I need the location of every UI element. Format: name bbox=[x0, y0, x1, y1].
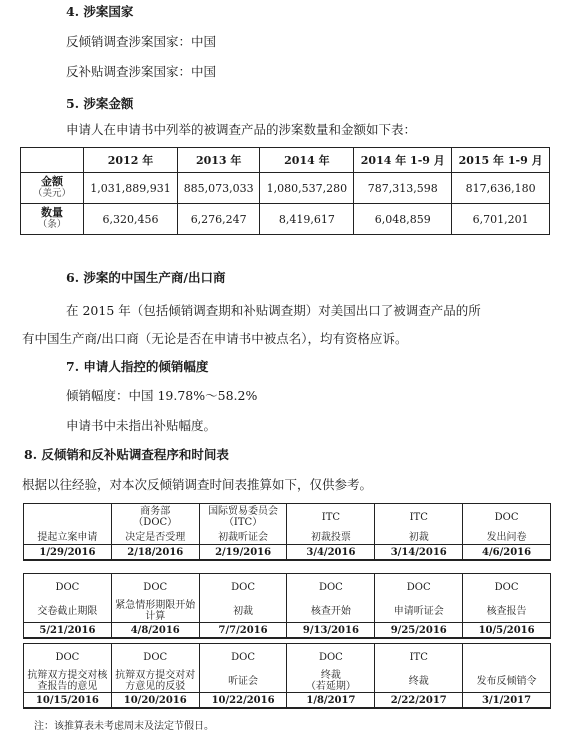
timeline-org-cell: DOC bbox=[463, 504, 551, 531]
amount-label: 金额 bbox=[41, 175, 63, 188]
timeline-org-cell bbox=[24, 504, 112, 531]
amount-unit: （美元） bbox=[32, 188, 71, 199]
timeline-event-cell: 紧急情形期限开始 计算 bbox=[111, 600, 199, 623]
amount-row-label bbox=[21, 173, 84, 204]
quantity-unit: （条） bbox=[37, 219, 67, 230]
timeline-events-row bbox=[24, 600, 551, 623]
timeline-org-cell: 国际贸易委员会 （ITC） bbox=[199, 504, 287, 531]
timeline-date-cell: 9/13/2016 bbox=[287, 623, 375, 639]
quantity-label: 数量 bbox=[41, 206, 63, 219]
amount-cell: 885,073,033 bbox=[177, 173, 259, 204]
timeline-org-cell bbox=[463, 644, 551, 671]
timeline-orgs-row bbox=[24, 574, 551, 601]
section-7-heading: 7. 申请人指控的倾销幅度 bbox=[66, 359, 209, 374]
timeline-event-cell: 听证会 bbox=[199, 670, 287, 693]
timeline-date-cell: 3/4/2016 bbox=[287, 545, 375, 561]
timeline-block-2 bbox=[23, 573, 551, 639]
timeline-event-cell: 终裁 （若延期） bbox=[287, 670, 375, 693]
amount-cell: 817,636,180 bbox=[452, 173, 550, 204]
cvd-country-line: 反补贴调查涉案国家：中国 bbox=[66, 64, 217, 79]
amount-table-corner bbox=[21, 148, 84, 173]
timeline-date-cell: 1/8/2017 bbox=[287, 693, 375, 709]
timeline-org-cell: DOC bbox=[199, 644, 287, 671]
timeline-org-cell: DOC bbox=[24, 574, 112, 601]
timeline-date-cell: 10/15/2016 bbox=[24, 693, 112, 709]
timeline-date-cell: 5/21/2016 bbox=[24, 623, 112, 639]
timeline-dates-row bbox=[24, 623, 551, 639]
timeline-date-cell: 3/1/2017 bbox=[463, 693, 551, 709]
timeline-event-cell: 核查开始 bbox=[287, 600, 375, 623]
quantity-cell: 6,320,456 bbox=[84, 204, 178, 235]
timeline-orgs-row bbox=[24, 504, 551, 531]
timeline-date-cell: 4/8/2016 bbox=[111, 623, 199, 639]
section-5-intro: 申请人在申请书中列举的被调查产品的涉案数量和金额如下表： bbox=[66, 122, 417, 137]
amount-table-header: 2014 年 bbox=[260, 148, 354, 173]
quantity-cell: 6,276,247 bbox=[177, 204, 259, 235]
quantity-cell: 8,419,617 bbox=[260, 204, 354, 235]
amount-cell: 787,313,598 bbox=[354, 173, 452, 204]
timeline-date-cell: 1/29/2016 bbox=[24, 545, 112, 561]
amount-cell: 1,080,537,280 bbox=[260, 173, 354, 204]
timeline-event-cell: 初裁听证会 bbox=[199, 530, 287, 545]
timeline-note: 注：该推算表未考虑周末及法定节假日。 bbox=[34, 721, 214, 732]
timeline-org-cell: DOC bbox=[287, 574, 375, 601]
amount-row bbox=[21, 173, 550, 204]
timeline-event-cell: 初裁投票 bbox=[287, 530, 375, 545]
ad-country-line: 反倾销调查涉案国家：中国 bbox=[66, 34, 217, 49]
amount-table bbox=[20, 147, 550, 235]
timeline-date-cell: 10/5/2016 bbox=[463, 623, 551, 639]
quantity-row bbox=[21, 204, 550, 235]
section-6-line-2: 有中国生产商/出口商（无论是否在申请书中被点名），均有资格应诉。 bbox=[22, 331, 408, 346]
timeline-event-cell: 发布反倾销令 bbox=[463, 670, 551, 693]
timeline-event-cell: 交卷截止期限 bbox=[24, 600, 112, 623]
section-8-heading: 8. 反倾销和反补贴调查程序和时间表 bbox=[24, 447, 229, 462]
timeline-org-cell: DOC bbox=[463, 574, 551, 601]
timeline-block-1 bbox=[23, 503, 551, 561]
quantity-cell: 6,048,859 bbox=[354, 204, 452, 235]
timeline-date-cell: 2/18/2016 bbox=[111, 545, 199, 561]
timeline-org-cell: DOC bbox=[375, 574, 463, 601]
timeline-org-cell: DOC bbox=[287, 644, 375, 671]
timeline-event-cell: 抗辩双方提交对核 查报告的意见 bbox=[24, 670, 112, 693]
section-5-heading: 5. 涉案金额 bbox=[66, 96, 134, 111]
dumping-margin-line: 倾销幅度：中国 19.78%～58.2% bbox=[66, 388, 258, 403]
timeline-org-cell: DOC bbox=[111, 644, 199, 671]
timeline-event-cell: 初裁 bbox=[199, 600, 287, 623]
subsidy-margin-line: 申请书中未指出补贴幅度。 bbox=[66, 418, 217, 433]
timeline-org-cell: DOC bbox=[111, 574, 199, 601]
timeline-events-row bbox=[24, 670, 551, 693]
timeline-dates-row bbox=[24, 545, 551, 561]
timeline-date-cell: 3/14/2016 bbox=[375, 545, 463, 561]
section-6-heading: 6. 涉案的中国生产商/出口商 bbox=[66, 270, 226, 285]
timeline-org-cell: DOC bbox=[199, 574, 287, 601]
timeline-events-row bbox=[24, 530, 551, 545]
timeline-org-cell: DOC bbox=[24, 644, 112, 671]
amount-table-header: 2015 年 1-9 月 bbox=[452, 148, 550, 173]
timeline-org-cell: ITC bbox=[375, 644, 463, 671]
timeline-date-cell: 7/7/2016 bbox=[199, 623, 287, 639]
timeline-block-3 bbox=[23, 643, 551, 709]
section-4-heading: 4. 涉案国家 bbox=[66, 4, 134, 19]
amount-table-header: 2014 年 1-9 月 bbox=[354, 148, 452, 173]
timeline-orgs-row bbox=[24, 644, 551, 671]
section-6-line-1: 在 2015 年（包括倾销调查期和补贴调查期）对美国出口了被调查产品的所 bbox=[66, 303, 481, 318]
amount-table-header: 2012 年 bbox=[84, 148, 178, 173]
timeline-date-cell: 2/22/2017 bbox=[375, 693, 463, 709]
timeline-dates-row bbox=[24, 693, 551, 709]
timeline-org-cell: ITC bbox=[375, 504, 463, 531]
timeline-date-cell: 2/19/2016 bbox=[199, 545, 287, 561]
timeline-date-cell: 10/20/2016 bbox=[111, 693, 199, 709]
timeline-date-cell: 4/6/2016 bbox=[463, 545, 551, 561]
timeline-event-cell: 初裁 bbox=[375, 530, 463, 545]
timeline-event-cell: 发出问卷 bbox=[463, 530, 551, 545]
quantity-row-label bbox=[21, 204, 84, 235]
amount-table-header: 2013 年 bbox=[177, 148, 259, 173]
timeline-org-cell: ITC bbox=[287, 504, 375, 531]
timeline-org-cell: 商务部 （DOC） bbox=[111, 504, 199, 531]
timeline-event-cell: 抗辩双方提交对对 方意见的反驳 bbox=[111, 670, 199, 693]
timeline-event-cell: 决定是否受理 bbox=[111, 530, 199, 545]
timeline-event-cell: 核查报告 bbox=[463, 600, 551, 623]
quantity-cell: 6,701,201 bbox=[452, 204, 550, 235]
timeline-date-cell: 9/25/2016 bbox=[375, 623, 463, 639]
timeline-date-cell: 10/22/2016 bbox=[199, 693, 287, 709]
amount-table-header-row bbox=[21, 148, 550, 173]
timeline-event-cell: 申请听证会 bbox=[375, 600, 463, 623]
timeline-event-cell: 提起立案申请 bbox=[24, 530, 112, 545]
section-8-intro: 根据以往经验，对本次反倾销调查时间表推算如下，仅供参考。 bbox=[22, 477, 373, 492]
amount-cell: 1,031,889,931 bbox=[84, 173, 178, 204]
timeline-event-cell: 终裁 bbox=[375, 670, 463, 693]
